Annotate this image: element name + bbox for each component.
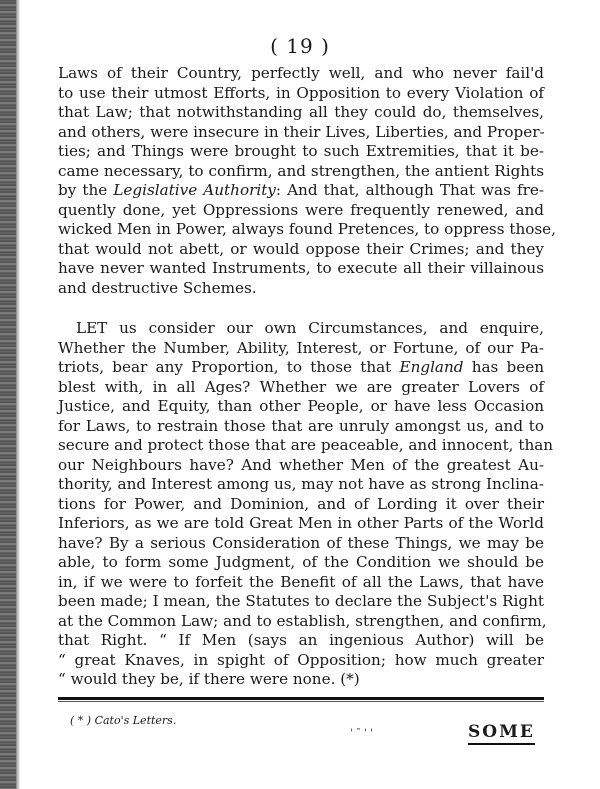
- line-text: Whether the Number, Ability, Interest, or Fortune, of our Pa-: [58, 338, 544, 357]
- footnote-rule-thin: [58, 701, 544, 702]
- line-text: wicked Men in Power, always found Pretences, to oppress those,: [58, 220, 556, 238]
- line-text: able, to form some Judgment, of the Condition we should be: [58, 553, 544, 571]
- page-number: ( 19 ): [270, 34, 330, 58]
- footnote: ( * ) Cato's Letters.: [70, 714, 177, 727]
- text-line: [58, 534, 544, 554]
- printer-marks: ' ˜ ' ': [350, 728, 373, 739]
- text-line: [58, 103, 544, 123]
- text-line: [58, 417, 544, 437]
- line-text: and others, were insecure in their Lives, Liberties, and Proper-: [58, 122, 545, 141]
- line-text: Justice, and Equity, than other People, or have less Occasion: [58, 397, 544, 415]
- line-text: quently done, yet Oppressions were frequently renewed, and: [58, 200, 544, 219]
- text-line: [58, 495, 544, 515]
- line-text: to use their utmost Efforts, in Opposition to every Violation of: [58, 83, 544, 102]
- text-line: [58, 339, 544, 359]
- body-text: [58, 64, 556, 690]
- text-line: [58, 319, 544, 339]
- binding-gutter: [0, 0, 16, 789]
- binding-edge: [16, 0, 20, 789]
- paragraph-gap: [58, 298, 544, 319]
- text-line: [58, 64, 544, 84]
- catchword: SOME: [468, 722, 535, 745]
- line-text: for Laws, to restrain those that are unruly amongst us, and to: [58, 416, 544, 435]
- italic-text: England: [399, 358, 464, 376]
- text-line: [58, 553, 544, 573]
- text-line: [58, 279, 544, 299]
- text-line: [58, 651, 544, 671]
- line-text: have never wanted Instruments, to execute all their villainous: [58, 259, 544, 277]
- line-text: secure and protect those that are peaceable, and innocent, than: [58, 436, 554, 454]
- line-text: in, if we were to forfeit the Benefit of all the Laws, that have: [58, 572, 544, 591]
- paragraph-1: [58, 64, 556, 298]
- text-line: [58, 436, 554, 456]
- line-text: that would not abett, or would oppose their Crimes; and they: [58, 239, 544, 258]
- italic-text: Legislative Authority: [113, 181, 276, 199]
- text-line: [58, 573, 544, 593]
- text-line: [58, 358, 544, 378]
- line-text: has been: [463, 358, 545, 376]
- text-line: [58, 475, 544, 495]
- line-text: triots, bear any Proportion, to those that: [58, 358, 400, 376]
- text-line: [58, 162, 544, 182]
- line-text: our Neighbours have? And whether Men of the greatest Au-: [58, 455, 544, 474]
- text-line: [58, 181, 544, 201]
- line-text: Inferiors, as we are told Great Men in other Parts of the World: [58, 514, 544, 532]
- text-line: [58, 397, 544, 417]
- line-text: at the Common Law; and to establish, strengthen, and confirm,: [58, 611, 547, 630]
- line-text: Laws of their Country, perfectly well, and who never fail'd: [58, 64, 544, 82]
- footnote-rule: [58, 697, 544, 700]
- text-line: [58, 259, 544, 279]
- text-line: [58, 592, 544, 612]
- line-text: have? By a serious Consideration of these Things, we may be: [58, 533, 544, 552]
- text-line: [58, 84, 544, 104]
- line-text: that Law; that notwithstanding all they could do, themselves,: [58, 103, 544, 121]
- line-text: and destructive Schemes.: [58, 278, 257, 297]
- line-text: thority, and Interest among us, may not have as strong Inclina-: [58, 475, 544, 493]
- line-text: came necessary, to confirm, and strengthen, the antient Rights: [58, 161, 544, 180]
- text-line: [58, 378, 544, 398]
- text-line: [58, 456, 544, 476]
- text-line: [58, 631, 544, 651]
- text-line: [58, 201, 544, 221]
- paragraph-2: [58, 319, 554, 690]
- line-text: blest with, in all Ages? Whether we are greater Lovers of: [58, 377, 544, 396]
- text-line: [58, 240, 544, 260]
- text-line: [58, 670, 544, 690]
- text-line: [58, 123, 544, 143]
- text-line: [58, 611, 547, 632]
- line-text: that Right. “ If Men (says an ingenious Author) will be: [58, 631, 544, 649]
- line-text: : And that, although That was fre-: [275, 181, 544, 199]
- text-line: [58, 514, 544, 534]
- line-text: by the: [58, 181, 114, 199]
- line-text: LET us consider our own Circumstances, and enquire,: [76, 319, 544, 337]
- text-line: [58, 142, 544, 162]
- line-text: “ great Knaves, in spight of Opposition; how much greater: [58, 650, 544, 669]
- line-text: “ would they be, if there were none. (*): [58, 670, 360, 688]
- text-line: [58, 220, 556, 240]
- line-text: tions for Power, and Dominion, and of Lording it over their: [58, 494, 544, 513]
- line-text: been made; I mean, the Statutes to declare the Subject's Right: [58, 592, 544, 610]
- line-text: ties; and Things were brought to such Extremities, that it be-: [58, 142, 544, 160]
